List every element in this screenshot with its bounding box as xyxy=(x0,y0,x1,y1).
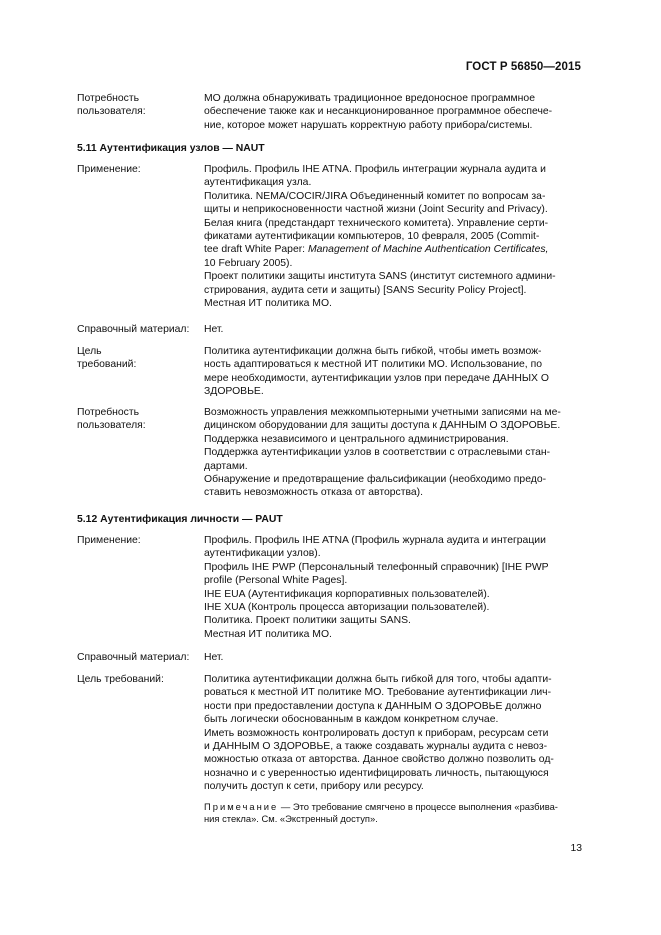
reference-row-5-12 xyxy=(77,651,583,664)
goal-row-5-12 xyxy=(77,673,583,826)
section-5-12-title: 5.12 Аутентификация личности — PAUT xyxy=(77,514,283,525)
row-value: Политика аутентификации должна быть гибкой для того, чтобы адапти- роваться к местной ИТ политике МО. Требование аутентификации лич- ности при предоставлении доступа к ДАННЫМ О ЗДОРОВЬЕ должно быть логически обоснованным в каждом конкретном случае. Иметь возможность контролировать доступ к приборам, ресурсам сети и ДАННЫМ О ЗДОРОВЬЕ, а также создавать журналы аудита с невоз- можностью отказа от авторства. Данное свойство должно позволить од- нозначно и с уверенностью идентифицировать личность, пытающуюся получить доступ к сети, прибору или ресурсу. Примечание — Это требование смягчено в процессе выполнения «разбива- ния стекла». См. «Экстренный доступ». xyxy=(204,673,583,826)
row-label: Потребность пользователя: xyxy=(77,407,146,432)
row-label: Применение: xyxy=(77,535,141,546)
user-need-row-5-11 xyxy=(77,406,583,500)
row-value: Профиль. Профиль IHE ATNA. Профиль интеграции журнала аудита и аутентификация узла. Политика. NEMA/COCIR/JIRA Объединенный комитет по вопросам за- щиты и неприкосновенности частной жизни (Joint Security and Privacy). Белая книга (предстандарт технического комитета). Управление серти- фикатами аутентификации компьютеров, 10 февраля, 2005 (Commit- tee draft White Paper: Management of Machine Authentication Certificates, 10 February 2005). Проект политики защиты института SANS (институт системного админи- стрирования, аудита сети и защиты) [SANS Security Policy Project]. Местная ИТ политика МО. xyxy=(204,164,556,310)
goal-row-5-11 xyxy=(77,345,583,399)
row-label: Применение: xyxy=(77,164,141,175)
section-5-11-title: 5.11 Аутентификация узлов — NAUT xyxy=(77,143,265,154)
note: Примечание — Это требование смягчено в процессе выполнения «разбива- xyxy=(204,800,558,812)
row-value: МО должна обнаруживать традиционное вредоносное программное обеспечение также как и несанкционированное программное обеспече- ние, которое может нарушать корректную работу прибора/системы. xyxy=(204,93,553,131)
application-row-5-11 xyxy=(77,163,583,310)
document-id: ГОСТ Р 56850—2015 xyxy=(465,61,581,73)
row-label: Справочный материал: xyxy=(77,324,190,335)
row-label: Справочный материал: xyxy=(77,652,190,663)
user-need-row-top xyxy=(77,92,583,132)
row-label: Цель требований: xyxy=(77,346,137,371)
note-continuation: ния стекла». См. «Экстренный доступ». xyxy=(204,813,378,825)
row-value: Нет. xyxy=(204,652,224,663)
application-row-5-12 xyxy=(77,534,583,641)
row-label: Потребность пользователя: xyxy=(77,93,146,118)
row-value: Профиль. Профиль IHE ATNA (Профиль журнала аудита и интеграции аутентификации узлов). Профиль IHE PWP (Персональный телефонный справочник) [IHE PWP profile (Personal White Pages]. IHE EUA (Аутентификация корпоративных пользователей). IHE XUA (Контроль процесса авторизации пользователей). Политика. Проект политики защиты SANS. Местная ИТ политика МО. xyxy=(204,535,549,640)
page-number: 13 xyxy=(570,843,582,854)
reference-row-5-11 xyxy=(77,323,583,336)
row-label: Цель требований: xyxy=(77,674,164,685)
note-label: Примечание xyxy=(204,800,279,812)
row-value: Политика аутентификации должна быть гибкой, чтобы иметь возмож- ность адаптироваться к местной ИТ политики МО. Использование, по мере необходимости, аутентификации узлов при передаче ДАННЫХ О ЗДОРОВЬЕ. xyxy=(204,346,549,398)
row-value: Нет. xyxy=(204,324,224,335)
row-value: Возможность управления межкомпьютерными учетными записями на ме- дицинском оборудовании для защиты доступа к ДАННЫМ О ЗДОРОВЬЕ. Поддержка независимого и центрального администрирования. Поддержка аутентификации узлов в соответствии с отраслевыми стан- дартами. Обнаружение и предотвращение фальсификации (необходимо предо- ставить невозможность отказа от авторства). xyxy=(204,407,561,499)
